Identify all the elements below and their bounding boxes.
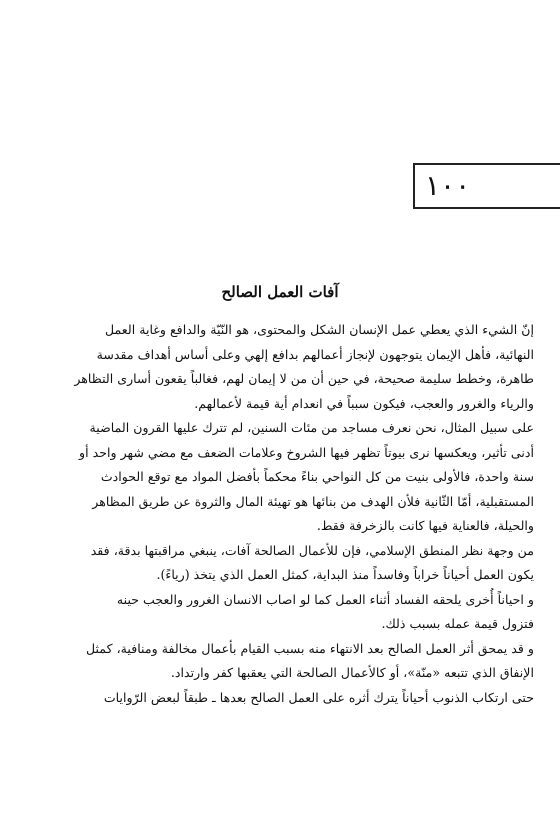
text-line: على سبيل المثال، نحن نعرف مساجد من مئات السنين، لم تترك عليها القرون الماضية xyxy=(89,420,534,435)
text-line: أدنى تأثير، ويعكسها نرى بيوتاً تظهر فيها الشروخ وعلامات الضعف مع مضي شهر واحد أو xyxy=(79,444,534,460)
text-line: طاهرة، وخطط سليمة صحيحة، في حين أن من لا إيمان لهم، فغالباً يقعون أسارى التظاهر xyxy=(74,371,534,386)
text-line: والحيلة، فالعناية فيها كانت بالزخرفة فقط. xyxy=(316,518,534,533)
text-line: و احياناً أُخرى يلحقه الفساد أثناء العمل كما لو اصاب الانسان الغرور والعجب حينه xyxy=(116,591,534,607)
text-line: الإنفاق الذي تتبعه «منّة»، أو كالأعمال الصالحة التي يعقبها كفر وارتداد. xyxy=(170,665,534,680)
text-line: والرياء والغرور والعجب، فيكون سبباً في انعدام أية قيمة لأعمالهم. xyxy=(194,395,534,411)
page-number: ١٠٠ xyxy=(425,169,471,202)
text-line: و قد يمحق أثر العمل الصالح بعد الانتهاء منه بسبب القيام بأعمال مخالفة ومنافية، كمثل xyxy=(85,640,534,656)
text-line: فتزول قيمة عمله بسبب ذلك. xyxy=(381,616,534,631)
text-line: يكون العمل أحياناً خراباً وفاسداً منذ البداية، كمثل العمل الذي يتخذ (رياءً). xyxy=(156,567,534,582)
section-heading: آفات العمل الصالح xyxy=(221,283,339,301)
text-line: من وجهة نظر المنطق الإسلامي، فإن للأعمال الصالحة آفات، ينبغي مراقبتها بدقة، فقد xyxy=(90,542,534,558)
body-text xyxy=(54,318,534,710)
text-line: النهائية، فأهل الإيمان يتوجهون لإنجاز أعمالهم بدافع إلهي وعلى أساس أهداف مقدسة xyxy=(96,346,534,362)
text-line: المستقبلية، أمّا الثّانية فلأن الهدف من بنائها هو تهيئة المال والثروة عن طريق المظاهر xyxy=(92,493,534,509)
text-line: حتى ارتكاب الذنوب أحياناً يترك أثره على العمل الصالح بعدها ـ طبقاً لبعض الرّوايات xyxy=(103,689,534,705)
text-line: سنة واحدة، فالأولى بنيت من كل النواحي بناءً محكماً بأفضل المواد مع توقع الحوادث xyxy=(100,469,534,484)
text-line: إنّ الشيء الذي يعطي عمل الإنسان الشكل والمحتوى، هو النّيّة والدافع وغاية العمل xyxy=(104,322,534,337)
